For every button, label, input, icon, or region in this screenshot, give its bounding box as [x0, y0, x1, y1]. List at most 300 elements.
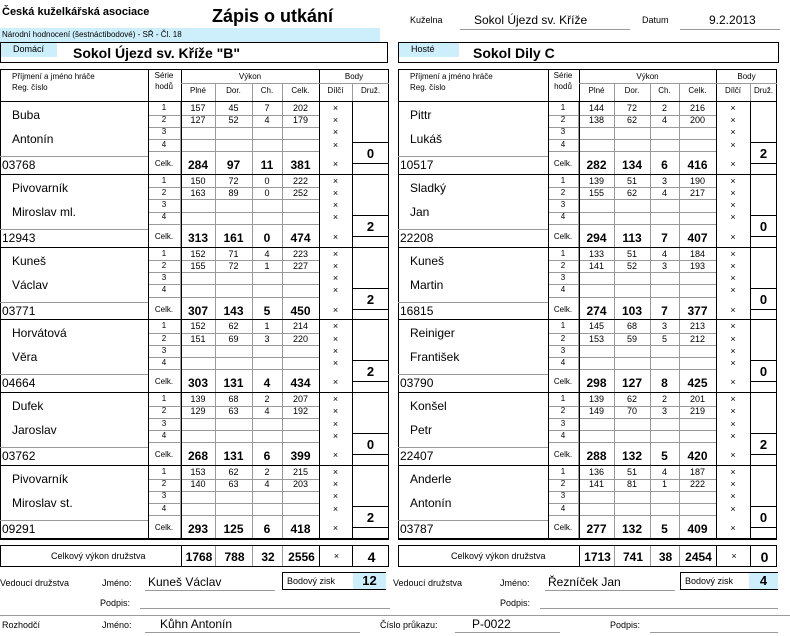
player-surname: Buba: [12, 108, 41, 122]
col-line: [352, 393, 353, 466]
home-series-header-2: hodů: [155, 82, 173, 91]
total-value: 277: [586, 522, 607, 536]
series-value: 89: [228, 187, 239, 198]
col-line: [579, 248, 580, 321]
series-number: 4: [560, 503, 566, 513]
series-value: 5: [661, 333, 667, 344]
series-number: 3: [161, 491, 167, 501]
series-number: 2: [161, 115, 167, 125]
total-value: 6: [263, 449, 271, 464]
series-value: 190: [689, 175, 706, 186]
series-value: 3: [661, 260, 667, 271]
total-value: 313: [187, 230, 209, 245]
away-hdr-vline: [548, 69, 549, 101]
player-points: 0: [759, 218, 768, 234]
away-hdr-vline-light: [614, 83, 615, 101]
partial-mark: ×: [730, 479, 736, 490]
away-hdr-hline: [579, 83, 716, 84]
away-partial-header: Dílčí: [725, 86, 741, 95]
total-value: 399: [290, 449, 311, 464]
col-line: [148, 175, 149, 248]
col-line-light: [679, 175, 680, 248]
series-number: 3: [560, 418, 566, 428]
series-number: 4: [560, 430, 566, 440]
partial-mark: ×: [332, 248, 339, 259]
total-col-line-light: [650, 546, 651, 566]
col-line-light: [578, 248, 579, 321]
series-value: 207: [292, 394, 309, 405]
series-line: [148, 442, 319, 443]
partial-mark: ×: [332, 479, 339, 490]
partial-mark: ×: [730, 231, 736, 242]
series-number: 1: [161, 175, 167, 185]
partial-mark: ×: [332, 175, 339, 186]
player-reg-number: 03790: [400, 376, 434, 391]
away-points-gain-label: Bodový zisk: [685, 576, 734, 586]
partial-mark: ×: [730, 418, 736, 429]
series-value: 149: [588, 406, 605, 417]
reg-line: [398, 229, 548, 230]
away-name-label: Jméno:: [500, 578, 530, 588]
col-line-light: [215, 320, 216, 393]
series-number: 3: [161, 200, 167, 210]
series-number: 4: [161, 139, 167, 149]
player-block: [0, 175, 389, 248]
series-number: 2: [560, 260, 566, 270]
series-value: 0: [264, 175, 270, 186]
series-number: 2: [161, 406, 167, 416]
series-value: 70: [626, 406, 637, 417]
date-label: Datum: [642, 15, 669, 25]
col-line: [750, 393, 751, 466]
series-number: 4: [161, 503, 167, 513]
series-value: 150: [190, 175, 206, 186]
series-number: 2: [560, 406, 566, 416]
partial-mark: ×: [730, 321, 736, 332]
away-team-bar: [398, 42, 779, 63]
total-label: Celk.: [154, 450, 174, 460]
series-value: 222: [689, 479, 706, 490]
team-total-value: 32: [261, 550, 275, 564]
player-block: [398, 175, 777, 248]
player-firstname: Václav: [12, 277, 49, 292]
total-value: 303: [187, 376, 209, 391]
series-number: 3: [161, 345, 167, 355]
series-value: 202: [292, 103, 309, 113]
partial-mark: ×: [730, 430, 736, 441]
reg-line: [398, 156, 548, 157]
series-line: [148, 151, 319, 152]
col-line: [319, 102, 320, 175]
referee-label: Rozhodčí: [2, 620, 41, 630]
series-value: 4: [264, 406, 270, 417]
home-misses-header: Ch.: [260, 86, 274, 95]
series-value: 136: [588, 467, 605, 477]
player-points: 0: [759, 291, 768, 307]
player-firstname: Petr: [410, 423, 433, 438]
col-line: [352, 320, 353, 393]
col-line: [548, 102, 549, 175]
partial-mark: ×: [332, 377, 339, 388]
referee-signature-label: Podpis:: [610, 620, 641, 630]
series-value: 203: [292, 479, 309, 490]
partial-mark: ×: [730, 503, 736, 514]
partial-mark: ×: [730, 394, 736, 405]
col-line: [148, 466, 149, 539]
total-value: 420: [687, 449, 708, 464]
home-hdr-vline: [319, 69, 320, 101]
home-performance-header: Výkon: [238, 72, 262, 81]
col-line: [548, 175, 549, 248]
total-value: 0: [263, 230, 271, 245]
series-number: 2: [161, 479, 167, 489]
series-value: 4: [264, 248, 270, 259]
series-value: 4: [264, 479, 270, 490]
series-value: 184: [689, 248, 706, 259]
total-value: 409: [687, 522, 708, 536]
series-value: 71: [228, 248, 239, 259]
away-team-total-row: [398, 545, 777, 567]
total-value: 5: [661, 449, 668, 464]
partial-mark: ×: [332, 272, 339, 283]
away-hdr-vline-light: [679, 83, 680, 101]
total-value: 288: [586, 449, 607, 464]
series-number: 3: [560, 200, 566, 210]
team-total-value: 38: [658, 550, 673, 564]
col-line-light: [282, 248, 283, 321]
series-value: 3: [661, 175, 667, 186]
total-value: 97: [226, 158, 241, 172]
col-line: [181, 175, 182, 248]
col-line: [319, 466, 320, 539]
col-line-light: [252, 466, 253, 539]
partial-mark: ×: [332, 304, 339, 315]
home-total-header: Celk.: [291, 86, 310, 95]
col-line-light: [614, 102, 615, 175]
total-label: Celk.: [553, 450, 573, 460]
col-line-light: [578, 466, 579, 539]
total-value: 294: [586, 230, 607, 245]
partial-mark: ×: [730, 357, 736, 368]
col-line: [319, 175, 320, 248]
col-line: [716, 248, 717, 321]
series-value: 219: [689, 406, 706, 417]
player-surname: Kuneš: [410, 253, 445, 268]
series-number: 4: [161, 430, 167, 440]
series-value: 192: [292, 406, 309, 417]
series-number: 4: [560, 285, 566, 295]
total-value: 293: [187, 522, 209, 536]
series-number: 4: [560, 139, 566, 149]
total-value: 407: [687, 230, 708, 245]
total-label: Celk.: [553, 377, 573, 387]
away-performance-header: Výkon: [636, 72, 659, 81]
series-value: 155: [588, 187, 605, 198]
series-number: 1: [161, 248, 167, 258]
series-value: 0: [264, 187, 270, 198]
partial-mark: ×: [730, 333, 736, 344]
col-line-light: [252, 102, 253, 175]
partial-mark: ×: [730, 491, 736, 502]
series-value: 153: [588, 333, 605, 344]
away-panel: [398, 69, 778, 565]
player-points: 2: [759, 437, 768, 453]
reg-line: [0, 520, 148, 521]
col-line-light: [180, 175, 181, 248]
series-value: 222: [292, 175, 309, 186]
col-line: [548, 393, 549, 466]
total-value: 274: [586, 303, 607, 318]
col-line: [750, 102, 751, 175]
series-number: 4: [161, 357, 167, 367]
series-value: 201: [689, 394, 706, 405]
home-hdr-vline-light: [282, 83, 283, 101]
col-line-light: [679, 102, 680, 175]
series-number: 2: [161, 333, 167, 343]
col-line: [750, 320, 751, 393]
team-total-value: 788: [224, 550, 245, 564]
series-value: 72: [228, 260, 239, 271]
series-value: 153: [190, 467, 206, 477]
player-reg-number: 03787: [400, 522, 434, 536]
reg-line: [0, 447, 148, 448]
player-reg-number: 04664: [2, 376, 36, 391]
series-value: 127: [190, 115, 206, 126]
total-value: 103: [621, 303, 643, 318]
away-team-name: Sokol Dily C: [473, 45, 555, 61]
series-value: 62: [626, 187, 637, 198]
series-line: [548, 224, 716, 225]
col-line: [319, 320, 320, 393]
partial-mark: ×: [730, 523, 736, 533]
home-reg-col-header: Reg. číslo: [12, 83, 48, 92]
col-line-light: [614, 466, 615, 539]
total-value: 282: [586, 158, 607, 172]
total-value: 7: [661, 303, 668, 318]
total-label: Celk.: [154, 304, 174, 314]
home-series-header: Série: [154, 71, 174, 80]
col-line-light: [650, 466, 651, 539]
series-value: 152: [190, 248, 206, 259]
series-value: 214: [292, 321, 309, 332]
player-points: 0: [759, 364, 768, 380]
player-firstname: Jaroslav: [12, 423, 57, 438]
series-value: 139: [588, 394, 605, 405]
partial-mark: ×: [730, 127, 736, 138]
col-line-light: [679, 248, 680, 321]
col-line-light: [215, 466, 216, 539]
home-hdr-hline: [319, 83, 389, 84]
series-value: 215: [292, 467, 309, 477]
total-value: 134: [621, 158, 643, 172]
partial-mark: ×: [730, 212, 736, 223]
venue-value: Sokol Újezd sv. Kříže: [474, 13, 588, 27]
series-value: 4: [661, 248, 667, 259]
player-reg-number: 22407: [400, 449, 434, 464]
series-line: [148, 369, 319, 370]
partial-mark: ×: [730, 200, 736, 211]
col-line: [579, 175, 580, 248]
player-points: 2: [759, 146, 768, 161]
team-points: 0: [760, 549, 769, 565]
total-value: 143: [223, 303, 244, 318]
col-line: [548, 248, 549, 321]
partial-mark: ×: [730, 248, 736, 259]
series-value: 4: [264, 115, 270, 126]
col-line: [319, 393, 320, 466]
total-value: 5: [263, 303, 271, 318]
col-line: [352, 175, 353, 248]
total-value: 474: [290, 230, 311, 245]
partial-mark: ×: [730, 272, 736, 283]
total-value: 434: [290, 376, 311, 391]
player-points: 0: [366, 437, 375, 453]
series-value: 1: [264, 260, 270, 271]
reg-line: [0, 156, 148, 157]
col-line-light: [180, 393, 181, 466]
block-bottom: [398, 538, 777, 539]
series-value: 52: [626, 260, 637, 271]
col-line: [750, 466, 751, 539]
series-number: 3: [560, 345, 566, 355]
series-number: 1: [161, 321, 167, 331]
player-reg-number: 09291: [2, 522, 36, 536]
total-value: 418: [290, 522, 311, 536]
partial-mark: ×: [730, 377, 736, 388]
total-col-line: [579, 546, 580, 566]
partial-mark: ×: [730, 139, 736, 150]
partial-mark: ×: [332, 200, 339, 211]
partial-mark: ×: [332, 418, 339, 429]
series-line: [548, 515, 716, 516]
col-line: [716, 466, 717, 539]
col-line-light: [614, 248, 615, 321]
series-number: 1: [161, 103, 167, 112]
col-line-light: [679, 320, 680, 393]
partial-mark: ×: [332, 139, 339, 150]
player-surname: Konšel: [410, 399, 447, 414]
series-number: 3: [161, 418, 167, 428]
total-value: 268: [187, 449, 209, 464]
series-value: 151: [190, 333, 206, 344]
partial-mark: ×: [332, 357, 339, 368]
series-value: 193: [689, 260, 706, 271]
series-number: 3: [560, 491, 566, 501]
series-value: 62: [228, 467, 239, 477]
col-line: [352, 466, 353, 539]
player-block: [0, 393, 389, 466]
series-value: 51: [626, 248, 637, 259]
series-value: 72: [626, 103, 637, 113]
series-value: 45: [228, 103, 239, 113]
away-total-header: Celk.: [688, 86, 707, 95]
partial-mark: ×: [730, 467, 736, 477]
partial-mark: ×: [332, 115, 339, 126]
series-number: 2: [560, 187, 566, 197]
player-firstname: Antonín: [12, 132, 54, 146]
home-clear-header: Dor.: [226, 86, 241, 95]
series-value: 213: [689, 321, 706, 332]
col-line-light: [614, 320, 615, 393]
player-surname: Pivovarník: [12, 472, 69, 486]
player-firstname: Miroslav st.: [12, 496, 73, 510]
total-value: 425: [687, 376, 708, 391]
total-label: Celk.: [553, 523, 573, 532]
series-value: 252: [292, 187, 309, 198]
partial-mark: ×: [332, 212, 339, 223]
partial-mark: ×: [730, 260, 736, 271]
partial-mark: ×: [332, 187, 339, 198]
total-value: 132: [621, 522, 643, 536]
col-line: [548, 466, 549, 539]
col-line: [716, 393, 717, 466]
player-block: [0, 320, 389, 393]
partial-mark: ×: [332, 450, 339, 461]
col-line: [716, 320, 717, 393]
player-firstname: Lukáš: [410, 132, 443, 146]
total-col-line-light: [679, 546, 680, 566]
series-number: 2: [161, 187, 167, 197]
away-full-header: Plné: [588, 86, 605, 95]
away-label: Hosté: [399, 43, 459, 57]
away-points-header: Body: [737, 72, 756, 81]
away-hdr-hline: [716, 83, 777, 84]
player-surname: Pivovarník: [12, 180, 69, 195]
series-number: 1: [161, 467, 167, 476]
away-signature-label: Podpis:: [500, 598, 531, 608]
home-hdr-vline-light: [352, 83, 353, 101]
series-number: 4: [560, 357, 566, 367]
total-value: 131: [223, 449, 244, 464]
series-value: 212: [689, 333, 706, 344]
player-reg-number: 16815: [400, 303, 434, 318]
home-points-header: Body: [344, 72, 364, 81]
partial-mark: ×: [730, 187, 736, 198]
series-number: 1: [161, 394, 167, 404]
col-line: [750, 175, 751, 248]
home-points-gain-box: [282, 572, 386, 590]
series-value: 1: [661, 479, 667, 490]
reg-line: [398, 447, 548, 448]
team-total-mark: ×: [333, 551, 340, 561]
series-value: 68: [626, 321, 637, 332]
player-points: 2: [366, 510, 375, 525]
partial-mark: ×: [332, 406, 339, 417]
player-surname: Reiniger: [410, 326, 455, 341]
total-col-line-light: [282, 546, 283, 566]
total-value: 161: [223, 230, 244, 245]
player-reg-number: 22208: [400, 230, 434, 245]
col-line-light: [650, 175, 651, 248]
series-value: 145: [588, 321, 605, 332]
partial-mark: ×: [332, 321, 339, 332]
total-value: 307: [187, 303, 209, 318]
col-line: [750, 248, 751, 321]
player-block: [0, 466, 389, 539]
team-total-label: Celkový výkon družstva: [51, 551, 146, 561]
player-points: 0: [759, 510, 768, 525]
reg-line: [398, 374, 548, 375]
licence-number: P-0022: [472, 617, 511, 631]
series-number: 2: [560, 115, 566, 125]
partial-mark: ×: [730, 159, 736, 169]
series-line: [548, 442, 716, 443]
series-number: 4: [560, 212, 566, 222]
page-title: Zápis o utkání: [212, 6, 334, 26]
team-total-value: 741: [622, 550, 644, 564]
partial-mark: ×: [332, 333, 339, 344]
col-line-light: [252, 175, 253, 248]
